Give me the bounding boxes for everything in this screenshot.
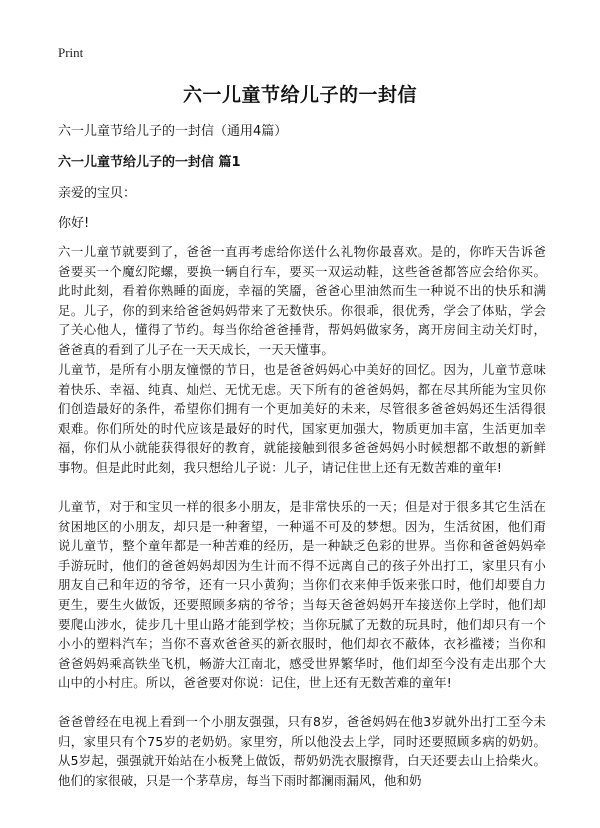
paragraph: 儿童节，是所有小朋友憧憬的节日，也是爸爸妈妈心中美好的回忆。因为，儿童节意味着快乐、幸福、纯真、灿烂、无忧无虑。天下所有的爸爸妈妈，都在尽其所能为宝贝你们创造最好的条件，希望你们拥有一个更加美好的未来，尽管很多爸爸妈妈还生活得很艰难。你们所处的时代应该是最好的时代，国家更加强大，物质更加丰富，生活更加幸福，你们从小就能获得很好的教育，就能接触到很多爸爸妈妈小时候想都不敢想的新鲜事物。但是此时此刻，我只想给儿子说：儿子，请记住世上还有无数苦难的童年! [58,362,546,475]
greeting-line: 亲爱的宝贝： [58,186,137,201]
print-link[interactable]: Print [58,45,84,60]
paragraph: 儿童节，对于和宝贝一样的很多小朋友，是非常快乐的一天；但是对于很多其它生活在贫困地区的小朋友，却只是一种奢望，一种遥不可及的梦想。因为，生活贫困，他们甭说儿童节，整个童年都是一种苦难的经历，是一种缺乏色彩的世界。当你和爸爸妈妈牵手游玩时，他们的爸爸妈妈却因为生计而不得不远离自己的孩子外出打工，家里只有小朋友自己和年迈的爷爷，还有一只小黄狗；当你们衣来伸手饭来张口时，他们却要自力更生，要生火做饭，还要照顾多病的爷爷；当每天爸爸妈妈开车接送你上学时，他们却要爬山涉水，徒步几十里山路才能到学校；当你玩腻了无数的玩具时，他们却只有一个小小的塑料汽车；当你不喜欢爸爸买的新衣服时，他们却衣不蔽体，衣衫褴褛；当你和爸爸妈妈乘高铁坐飞机，畅游大江南北，感受世界繁华时，他们却至今没有走出那个大山中的小村庄。所以，爸爸要对你说：记住，世上还有无数苦难的童年! [58,499,546,691]
paragraph: 爸爸曾经在电视上看到一个小朋友强强，只有8岁，爸爸妈妈在他3岁就外出打工至今未归，家里只有个75岁的老奶奶。家里穷，所以他没去上学，同时还要照顾多病的奶奶。从5岁起，强强就开始站在小板凳上做饭，帮奶奶洗衣服擦背，白天还要去山上拾柴火。他们的家很破，只是一个茅草房，每当下雨时都澜雨漏风，他和奶 [58,714,546,788]
document-subtitle: 六一儿童节给儿子的一封信（通用4篇） [58,124,288,139]
document-title: 六一儿童节给儿子的一封信 [182,84,417,106]
hello-line: 你好! [58,216,90,231]
section-heading: 六一儿童节给儿子的一封信 篇1 [58,155,241,170]
paragraph: 六一儿童节就要到了，爸爸一直再考虑给你送什么礼物你最喜欢。是的，你昨天告诉爸爸要买一个魔幻陀螺，要换一辆自行车，要买一双运动鞋，这些爸爸都答应会给你买。此时此刻，看着你熟睡的面庞，幸福的笑靥，爸爸心里油然而生一种说不出的快乐和满足。儿子，你的到来给爸爸妈妈带来了无数快乐。你很乖，很优秀，学会了体贴，学会了关心他人，懂得了节约。每当你给爸爸捶背，帮妈妈做家务，离开房间主动关灯时，爸爸真的看到了儿子在一天天成长，一天天懂事。 [58,244,546,357]
